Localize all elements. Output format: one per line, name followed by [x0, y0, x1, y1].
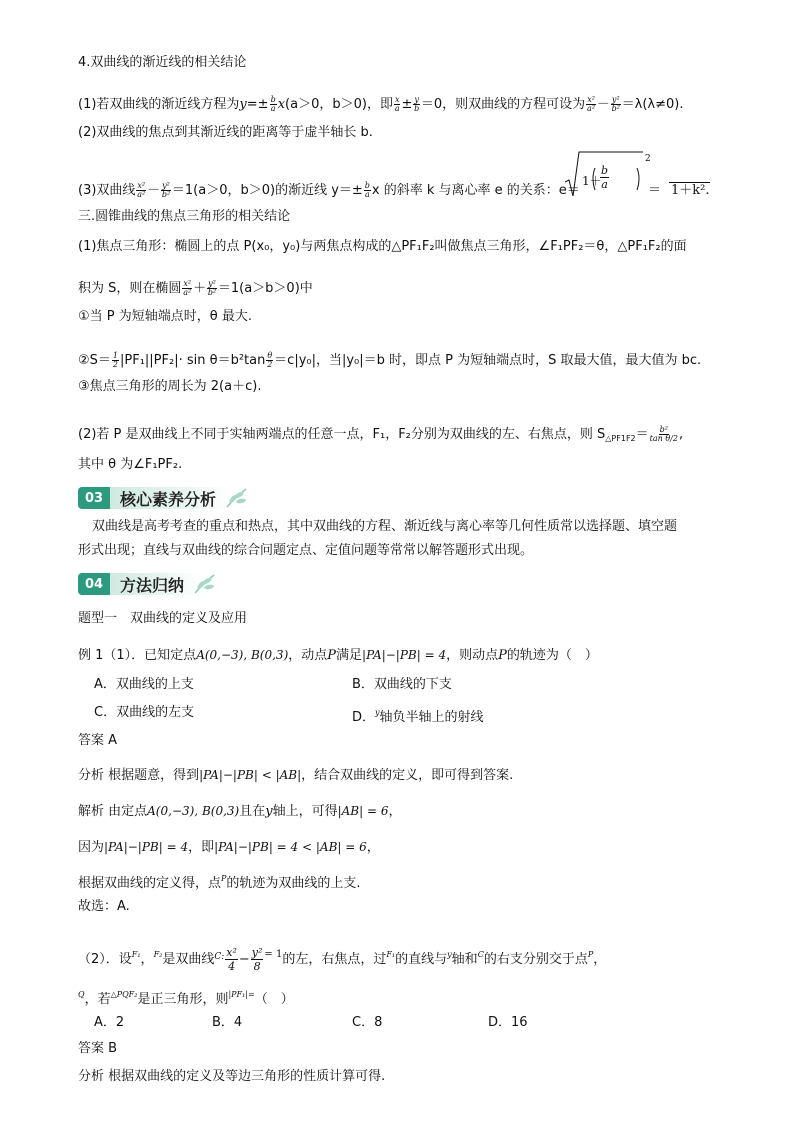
leaf-icon	[192, 571, 218, 597]
para-asymptote-1: (1)若双曲线的渐近线方程为y=± $\frac{b}{a}$ x(a＞0，b＞0)，即 $\frac{x}{a}$ ± $\frac{y}{b}$ ＝0，则双曲线的方程可设为 $\frac{\text{x²}}{\text{a²}}$ － $\frac{\text{y²}}{\text{b²}}$ ＝λ(λ≠0).	[78, 95, 684, 113]
section-number: 03	[78, 487, 110, 509]
section-title: 核心素养分析	[110, 487, 230, 509]
option-d: D．$^y$轴负半轴上的射线	[352, 708, 484, 725]
option-c: C．双曲线的左支	[94, 705, 195, 720]
para-03-line2: 形式出现；直线与双曲线的综合问题定点、定值问题等常常以解答题形式出现。	[78, 543, 534, 558]
answer-2: 答案 B	[78, 1041, 118, 1056]
item-1: ①当 P 为短轴端点时，θ 最大.	[78, 309, 252, 324]
leaf-icon	[224, 485, 250, 511]
solution-line-1: 解析 由定点A(0,−3), B(0,3)且在y轴上，可得|AB| = 6，	[78, 804, 402, 819]
solution-choice: 故选：A.	[78, 899, 130, 914]
option-b: B．双曲线的下支	[352, 677, 452, 692]
option2-d: D．16	[488, 1015, 528, 1030]
example-2-stem-2: $^Q$，若$^{\triangle PQF_2}$是正三角形，则$^{|PF_1|=}$（ ）	[78, 990, 294, 1007]
item-3: ③焦点三角形的周长为 2(a＋c).	[78, 379, 262, 394]
answer-1: 答案 A	[78, 733, 118, 748]
example-2-stem: （2）．设$^{F_1}$，$^{F_2}$是双曲线$^{C:}$ $\frac{\text{x²}}{4}$ − $\frac{\text{y²}}{8}$ $^{= 1}$的左，右焦点，过$^{F_1}$的直线与$^y$轴和$^C$的右支分别交于点$^P$，	[78, 946, 607, 973]
para-asymptote-3: (3)双曲线 $\frac{\text{x²}}{\text{a²}}$ － $\frac{\text{y²}}{\text{b²}}$ ＝1(a＞0，b＞0)的渐近线 y＝± $\frac{b}{a}$ x 的斜率 k 与离心率 e 的关系：e＝	[78, 181, 580, 199]
para-focal-1b: 积为 S，则在椭圆 $\frac{\text{x²}}{\text{a²}}$ ＋ $\frac{\text{y²}}{\text{b²}}$ ＝1(a＞b＞0)中	[78, 279, 313, 297]
section-title: 方法归纳	[110, 573, 198, 595]
question-type: 题型一 双曲线的定义及应用	[78, 611, 248, 626]
section-header-03	[78, 484, 250, 512]
solution-line-2: 因为|PA|−|PB| = 4，即|PA|−|PB| = 4 < |AB| = 6，	[78, 840, 380, 855]
section-number: 04	[78, 573, 110, 595]
para-03-line1: 双曲线是高考考查的重点和热点，其中双曲线的方程、渐近线与离心率等几何性质常以选择题、填空题	[92, 519, 678, 534]
para-asymptote-2: (2)双曲线的焦点到其渐近线的距离等于虚半轴长 b.	[78, 125, 373, 140]
solution-line-3: 根据双曲线的定义得，点$^P$的轨迹为双曲线的上支.	[78, 874, 361, 891]
option2-b: B．4	[212, 1015, 243, 1030]
option2-c: C．8	[352, 1015, 383, 1030]
section-header-04	[78, 570, 218, 598]
analysis-1: 分析 根据题意，得到|PA|−|PB| < |AB|，结合双曲线的定义，即可得到答案.	[78, 768, 514, 783]
heading-focal-triangle: 三.圆锥曲线的焦点三角形的相关结论	[78, 209, 291, 224]
option-a: A．双曲线的上支	[94, 677, 194, 692]
sqrt-expression: 1＋ $\frac{b}{a}$ 2	[565, 150, 673, 200]
sqrt-result: ＝ 1＋k².	[648, 183, 710, 198]
option2-a: A．2	[94, 1015, 125, 1030]
item-2: ②S＝ $\frac{1}{2}$ |PF₁||PF₂|· sin θ＝b²tan $\frac{\theta}{2}$ ＝c|y₀|，当|y₀|＝b 时，即点 P 为短轴端点时，S 取最大值，最大值为 bc.	[78, 351, 702, 369]
para-focal-1a: (1)焦点三角形：椭圆上的点 P(x₀，y₀)与两焦点构成的△PF₁F₂叫做焦点三角形，∠F₁PF₂＝θ，△PF₁F₂的面	[78, 239, 687, 254]
example-1-stem: 例 1（1）．已知定点A(0,−3), B(0,3)，动点P满足|PA|−|PB| = 4，则动点P的轨迹为（ ）	[78, 648, 598, 663]
analysis-2: 分析 根据双曲线的定义及等边三角形的性质计算可得.	[78, 1069, 386, 1084]
heading-asymptote: 4.双曲线的渐近线的相关结论	[78, 55, 247, 70]
para-focal-2a: (2)若 P 是双曲线上不同于实轴两端点的任意一点，F₁，F₂分别为双曲线的左、右焦点，则 $S_{\triangle PF1F2}=$ $\frac{\text{b²}}{\text{tan θ/2}}$ ,	[78, 425, 684, 443]
para-focal-2b: 其中 θ 为∠F₁PF₂.	[78, 457, 183, 472]
